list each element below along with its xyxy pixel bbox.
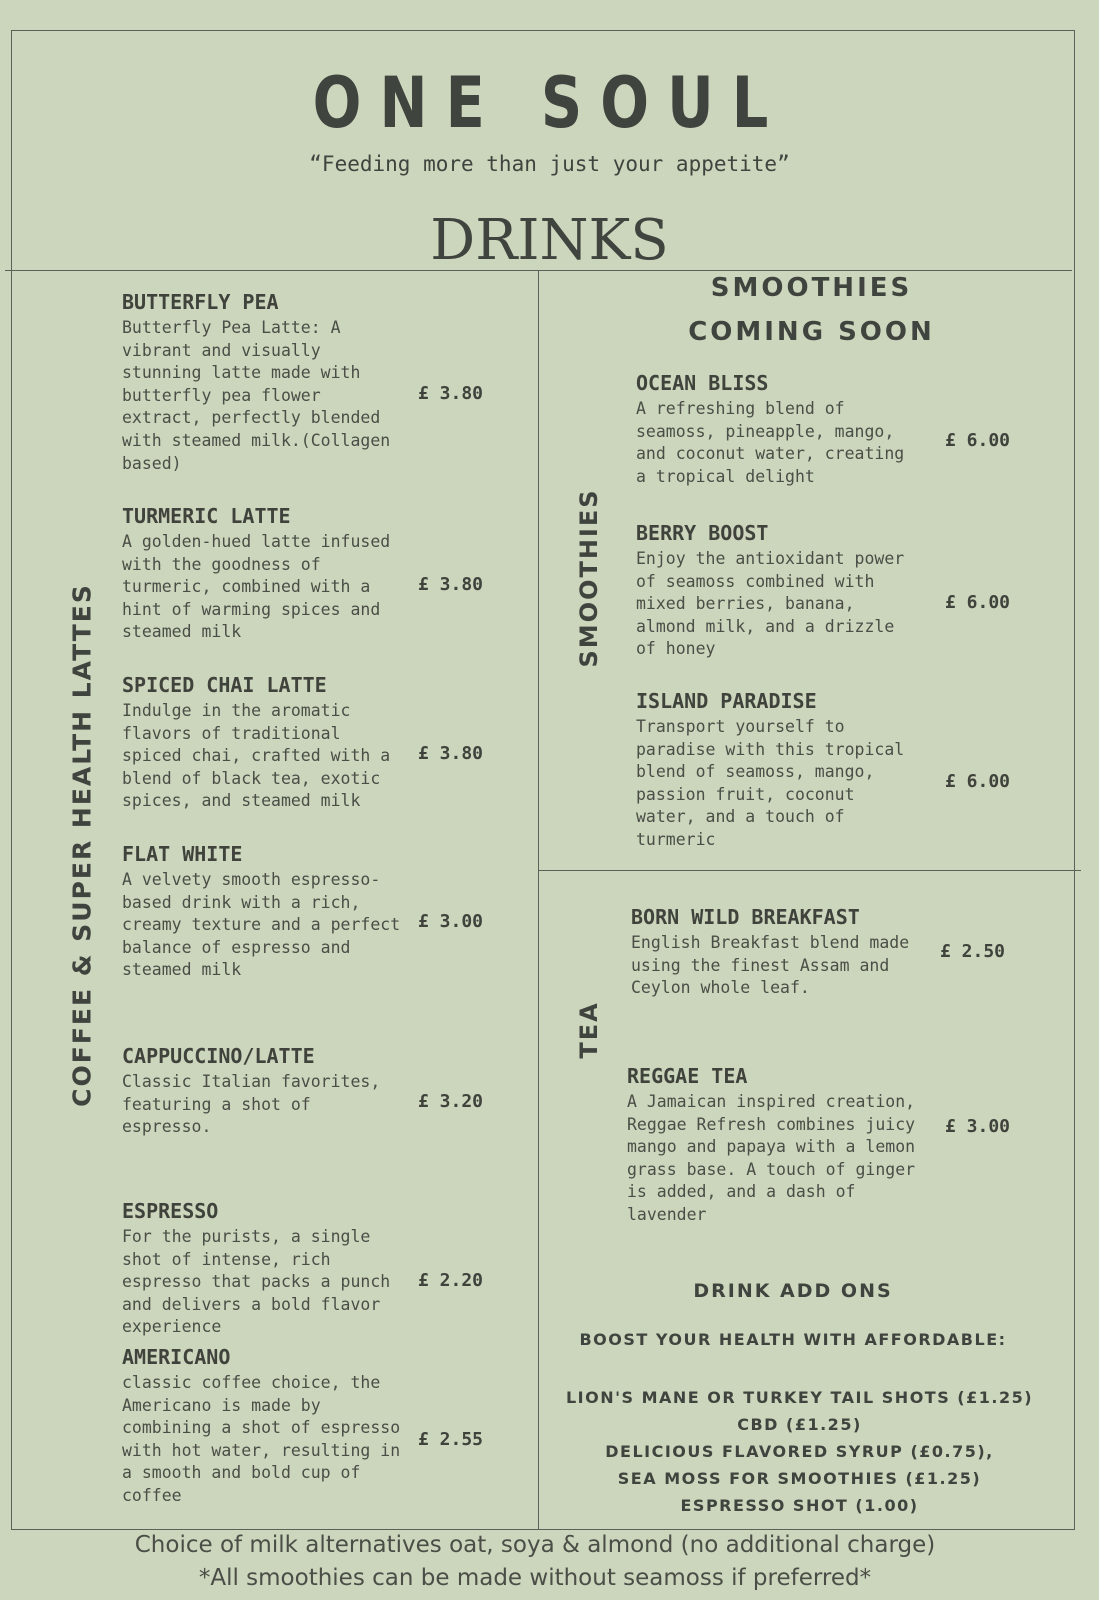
menu-item-turmeric-latte: [122, 505, 407, 644]
menu-item-born-wild-breakfast: [631, 906, 921, 1000]
item-price: £ 2.55: [418, 1429, 484, 1450]
addon-item: DELICIOUS FLAVORED SYRUP (£0.75),: [605, 1442, 994, 1461]
page-title: DRINKS: [430, 208, 669, 273]
addon-item: ESPRESSO SHOT (1.00): [680, 1496, 919, 1515]
item-description: classic coffee choice, the Americano is made by combining a shot of espresso with hot water, resulting in a smooth and bold cup of coffee: [122, 1373, 401, 1505]
item-description: A refreshing blend of seamoss, pineapple, mango, and coconut water, creating a tropical delight: [636, 399, 905, 486]
item-name: BUTTERFLY PEA: [122, 290, 279, 314]
item-name: CAPPUCCINO/LATTE: [122, 1044, 315, 1068]
tagline: “Feeding more than just your appetite”: [309, 152, 790, 176]
item-name: AMERICANO: [122, 1345, 231, 1369]
item-price: £ 6.00: [945, 771, 1011, 792]
item-name: SPICED CHAI LATTE: [122, 673, 327, 697]
addons-title: DRINK ADD ONS: [693, 1280, 893, 1302]
coming-soon-line-2: COMING SOON: [688, 317, 935, 347]
item-price: £ 6.00: [945, 592, 1011, 613]
section-label-tea: TEA: [575, 1001, 603, 1059]
footer-milk-note: Choice of milk alternatives oat, soya & almond (no additional charge): [134, 1532, 936, 1558]
item-name: ISLAND PARADISE: [636, 689, 817, 713]
footer-seamoss-note: *All smoothies can be made without seamoss if preferred*: [198, 1565, 872, 1591]
menu-item-ocean-bliss: [636, 372, 916, 488]
addon-item: LION'S MANE OR TURKEY TAIL SHOTS (£1.25): [565, 1388, 1034, 1407]
item-price: £ 3.80: [418, 743, 484, 764]
item-name: TURMERIC LATTE: [122, 504, 291, 528]
addon-item: SEA MOSS FOR SMOOTHIES (£1.25): [617, 1469, 982, 1488]
addons-list: [543, 1384, 1056, 1519]
item-name: REGGAE TEA: [627, 1064, 748, 1088]
addons-subtitle: BOOST YOUR HEALTH WITH AFFORDABLE:: [579, 1330, 1007, 1349]
menu-item-island-paradise: [636, 690, 921, 852]
addon-item: CBD (£1.25): [737, 1415, 862, 1434]
item-name: OCEAN BLISS: [636, 371, 769, 395]
item-description: For the purists, a single shot of intense, rich espresso that packs a punch and delivers a bold flavor experience: [122, 1227, 391, 1337]
menu-item-americano: [122, 1346, 407, 1508]
column-divider: [538, 271, 539, 1530]
item-price: £ 2.50: [940, 941, 1006, 962]
item-price: £ 2.20: [418, 1270, 484, 1291]
menu-item-berry-boost: [636, 522, 916, 661]
item-price: £ 3.00: [945, 1116, 1011, 1137]
item-description: Butterfly Pea Latte: A vibrant and visually stunning latte made with butterfly pea flower extract, perfectly blended with steamed milk.(Collagen based): [122, 318, 391, 473]
item-description: Enjoy the antioxidant power of seamoss combined with mixed berries, banana, almond milk, and a drizzle of honey: [636, 549, 905, 659]
menu-item-reggae-tea: [627, 1065, 922, 1227]
item-description: A golden-hued latte infused with the goodness of turmeric, combined with a hint of warming spices and steamed milk: [122, 532, 391, 642]
menu-item-spiced-chai-latte: [122, 674, 407, 813]
item-description: Classic Italian favorites, featuring a shot of espresso.: [122, 1072, 381, 1137]
item-description: A Jamaican inspired creation, Reggae Refresh combines juicy mango and papaya with a lemon grass base. A touch of ginger is added, and a dash of lavender: [627, 1092, 916, 1224]
smoothies-tea-divider: [538, 870, 1081, 871]
item-name: BORN WILD BREAKFAST: [631, 905, 860, 929]
menu-item-cappuccino-latte: [122, 1045, 407, 1139]
brand-name: ONE SOUL: [312, 62, 787, 144]
item-description: A velvety smooth espresso-based drink with a rich, creamy texture and a perfect balance of espresso and steamed milk: [122, 870, 401, 980]
item-name: ESPRESSO: [122, 1199, 219, 1223]
menu-item-espresso: [122, 1200, 407, 1339]
section-label-smoothies: SMOOTHIES: [575, 488, 603, 668]
item-price: £ 3.80: [418, 383, 484, 404]
menu-item-flat-white: [122, 843, 407, 982]
item-description: English Breakfast blend made using the finest Assam and Ceylon whole leaf.: [631, 933, 910, 998]
coming-soon-banner: [543, 266, 1080, 354]
coming-soon-line-1: SMOOTHIES: [710, 273, 913, 303]
item-price: £ 6.00: [945, 430, 1011, 451]
item-name: FLAT WHITE: [122, 842, 243, 866]
item-name: BERRY BOOST: [636, 521, 769, 545]
section-label-coffee: COFFEE & SUPER HEALTH LATTES: [67, 583, 97, 1107]
item-price: £ 3.80: [418, 574, 484, 595]
menu-item-butterfly-pea: [122, 291, 407, 475]
item-price: £ 3.20: [418, 1091, 484, 1112]
item-description: Indulge in the aromatic flavors of traditional spiced chai, crafted with a blend of black tea, exotic spices, and steamed milk: [122, 701, 391, 811]
item-description: Transport yourself to paradise with this tropical blend of seamoss, mango, passion fruit, coconut water, and a touch of turmeric: [636, 717, 905, 849]
item-price: £ 3.00: [418, 911, 484, 932]
